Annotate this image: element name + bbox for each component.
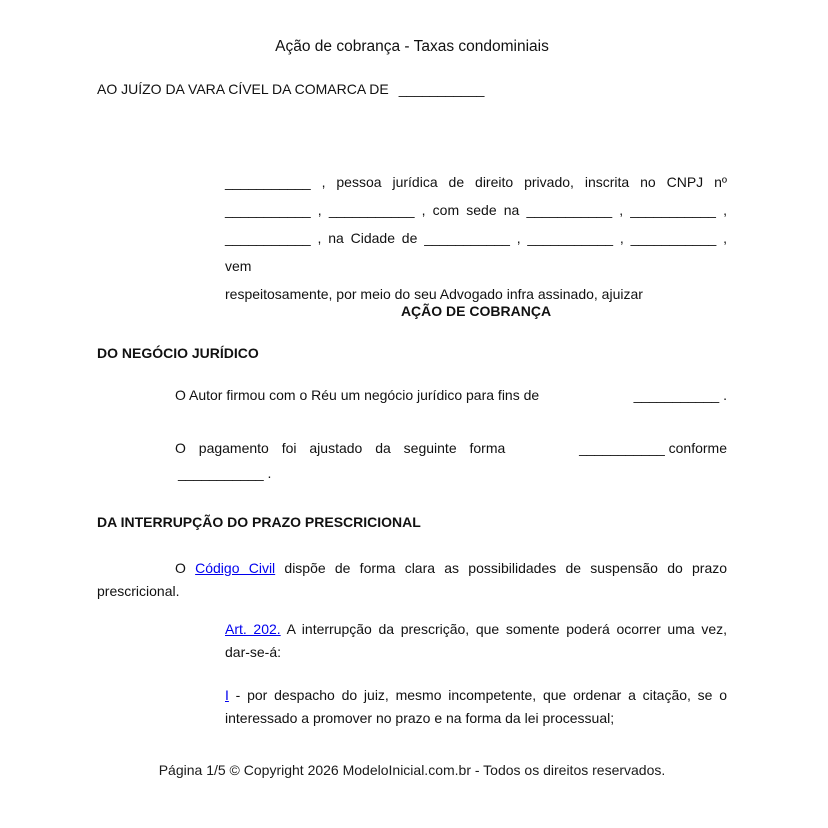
blockquote-inciso-i-line-1 <box>225 684 727 707</box>
section-heading-interrupcao: DA INTERRUPÇÃO DO PRAZO PRESCRICIONAL <box>97 514 421 530</box>
blank-field-forma: ___________ conforme <box>579 440 727 456</box>
paragraph-codigo-line-2: prescricional. <box>97 583 180 599</box>
blockquote-inciso-i-line-2: interessado a promover no prazo e na forma da lei processual; <box>225 710 615 726</box>
intro-paragraph <box>225 168 727 308</box>
paragraph-codigo-line-1 <box>97 557 727 580</box>
link-inciso-i[interactable]: I <box>225 687 229 703</box>
blockquote-inciso-i <box>225 684 727 730</box>
paragraph-autor-text: O Autor firmou com o Réu um negócio jurídico para fins de <box>175 387 540 403</box>
action-heading: AÇÃO DE COBRANÇA <box>400 303 552 319</box>
blank-field-fins: ___________ . <box>633 387 727 403</box>
blockquote-inciso-i-text: - por despacho do juiz, mesmo incompetente, que ordenar a citação, se o <box>235 687 728 703</box>
intro-line-2: ___________ , ___________ , com sede na ___________ , ___________ , <box>225 202 727 218</box>
court-blank-field: ___________ <box>398 81 485 97</box>
link-art-202[interactable]: Art. 202. <box>225 621 281 637</box>
paragraph-autor <box>97 383 727 408</box>
paragraph-pagamento-line-2: ___________ . <box>178 465 272 481</box>
paragraph-codigo-prefix: O <box>175 560 186 576</box>
paragraph-pagamento-text: O pagamento foi ajustado da seguinte forma <box>175 440 506 456</box>
paragraph-pagamento-line-1 <box>97 436 727 461</box>
blockquote-art-202-line-1 <box>225 618 727 641</box>
page-footer: Página 1/5 © Copyright 2026 ModeloInicial.com.br - Todos os direitos reservados. <box>158 762 666 778</box>
blockquote-art-202-line-2: dar-se-á: <box>225 644 282 660</box>
link-codigo-civil[interactable]: Código Civil <box>195 560 276 576</box>
court-address-text: AO JUÍZO DA VARA CÍVEL DA COMARCA DE <box>97 81 389 97</box>
blockquote-art-202-text: A interrupção da prescrição, que somente poderá ocorrer uma vez, <box>286 621 727 637</box>
intro-line-1: ___________ , pessoa jurídica de direito privado, inscrita no CNPJ nº <box>225 174 727 190</box>
paragraph-pagamento <box>97 436 727 486</box>
intro-line-4: respeitosamente, por meio do seu Advogado infra assinado, ajuizar <box>225 286 643 302</box>
court-address-line <box>97 78 727 101</box>
intro-line-3: ___________ , na Cidade de ___________ , ___________ , ___________ , vem <box>225 230 727 274</box>
document-title: Ação de cobrança - Taxas condominiais <box>275 38 549 55</box>
paragraph-codigo-rest: dispõe de forma clara as possibilidades de suspensão do prazo <box>284 560 728 576</box>
paragraph-codigo-civil <box>97 557 727 603</box>
blockquote-art-202 <box>225 618 727 664</box>
section-heading-negocio: DO NEGÓCIO JURÍDICO <box>97 345 259 361</box>
